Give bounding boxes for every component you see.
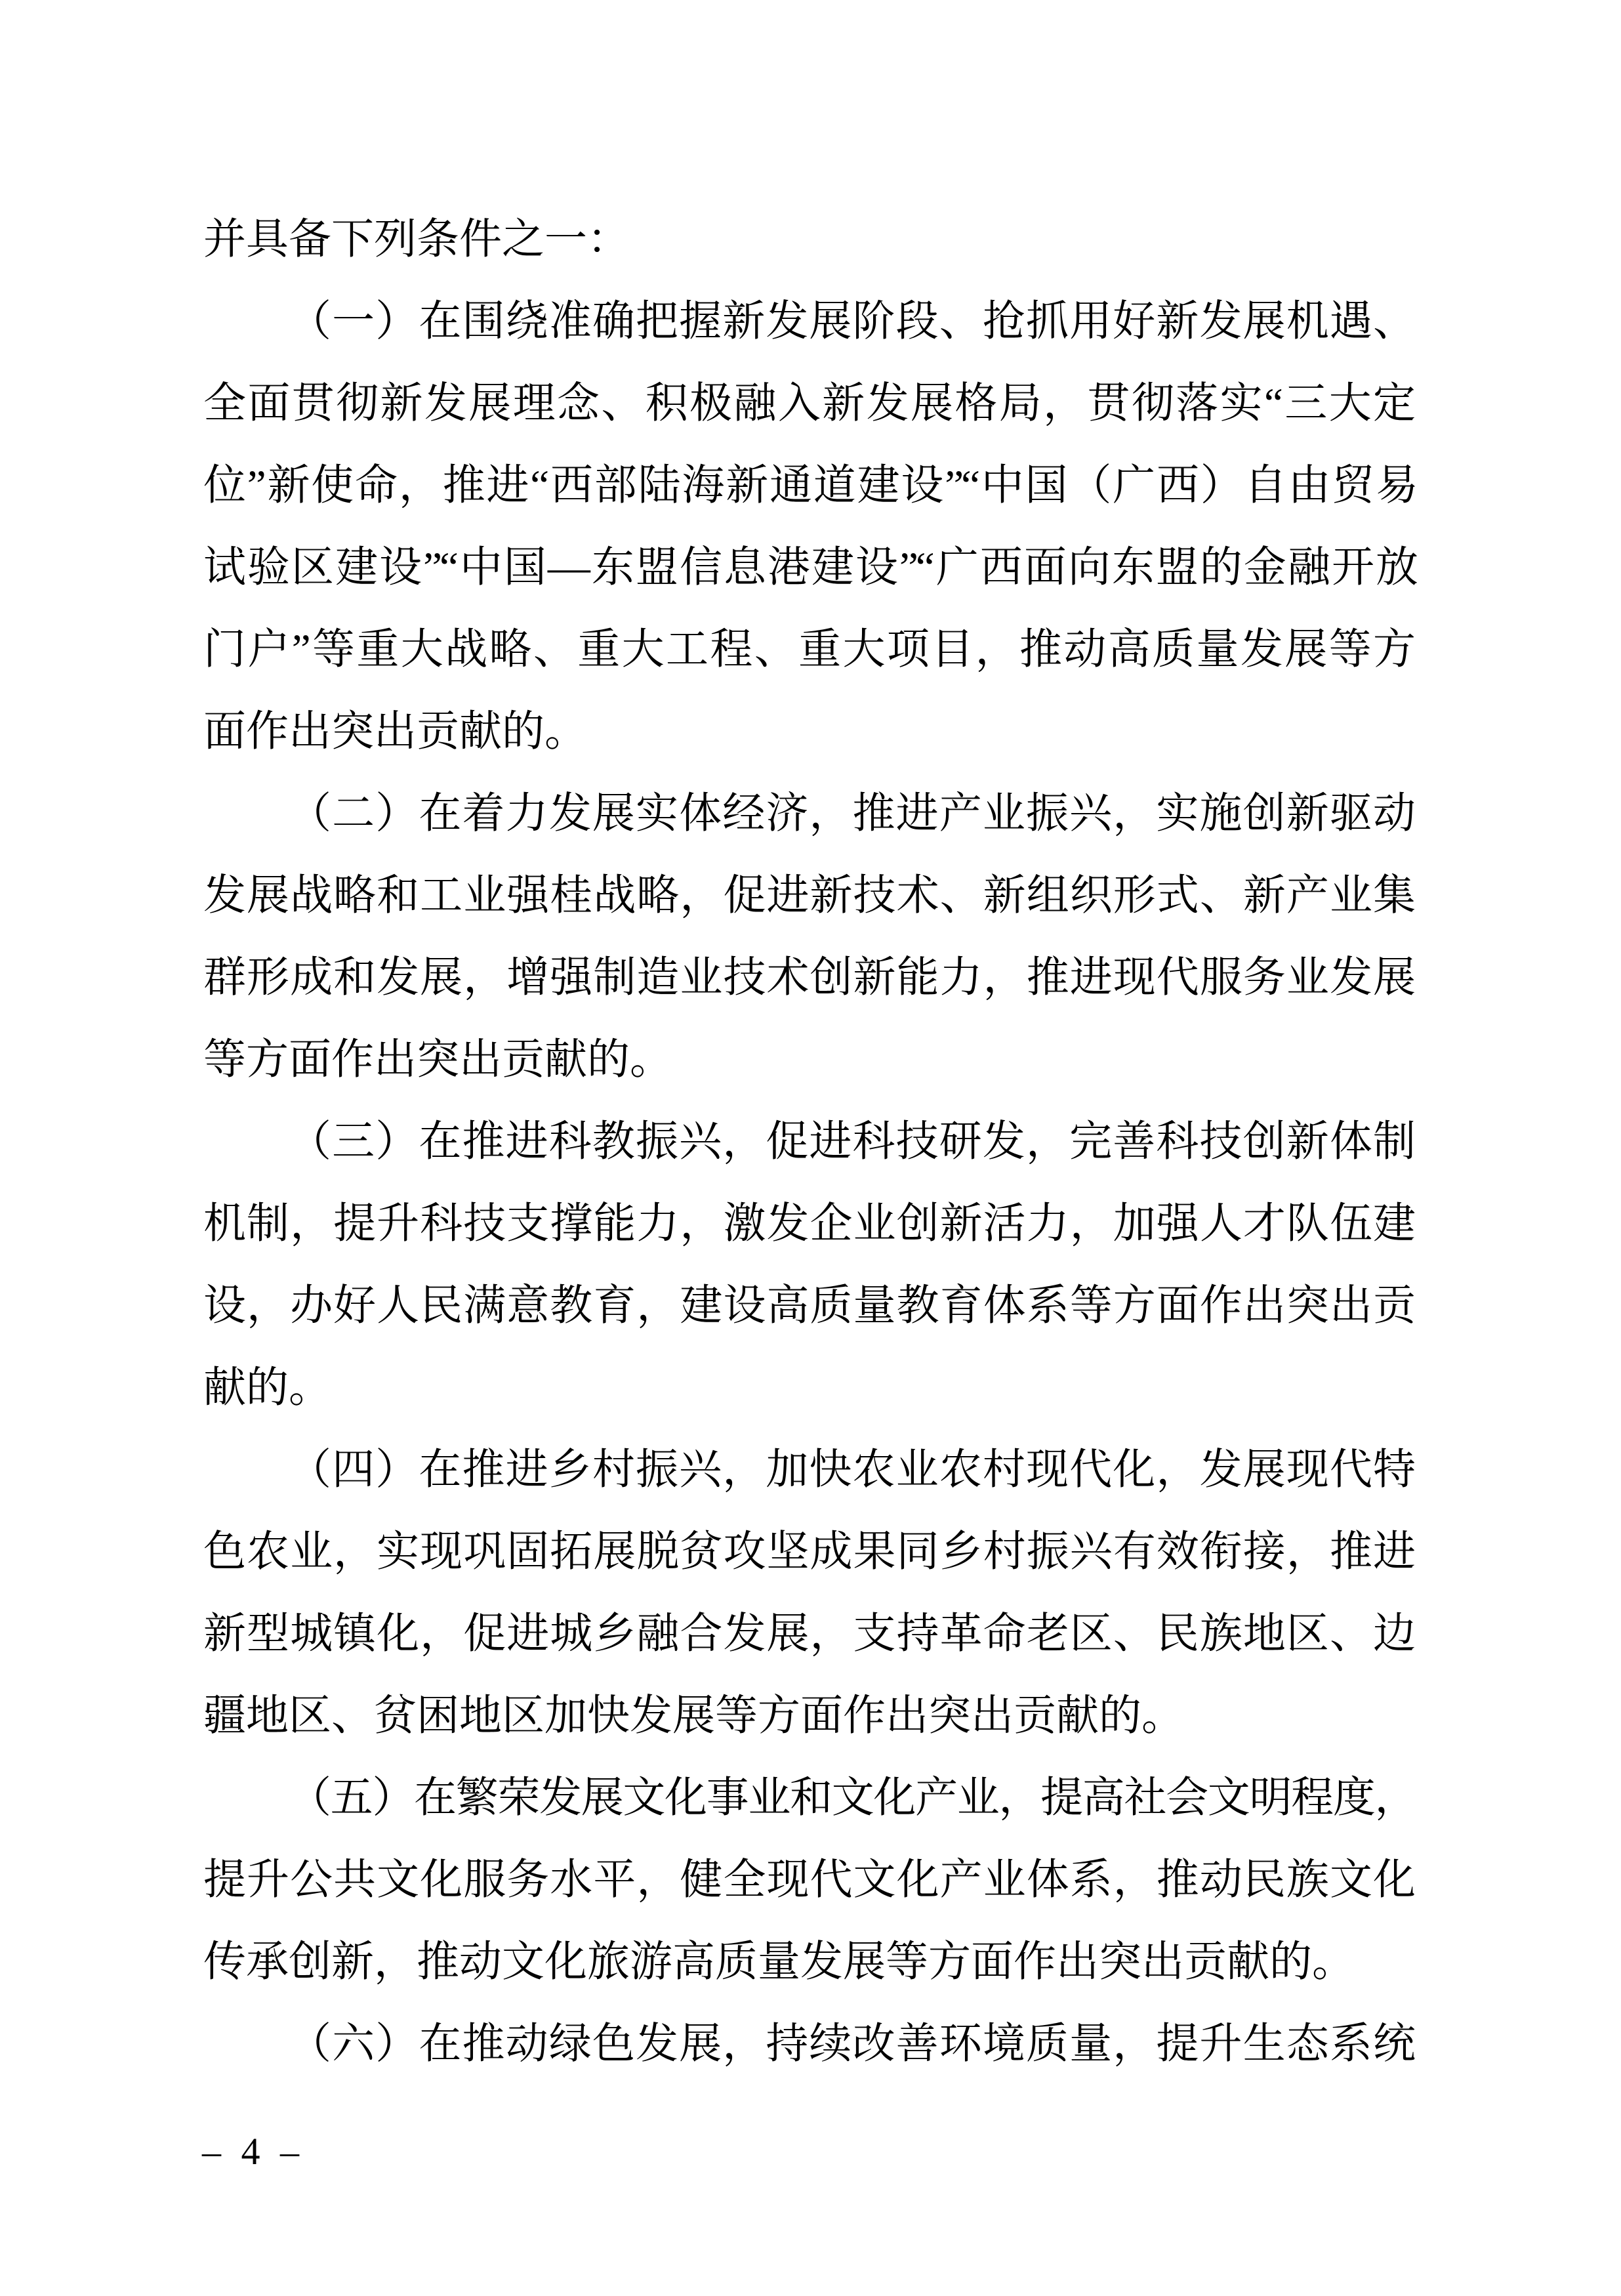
page-number: – 4 –	[202, 2130, 304, 2173]
body-line-16: （四）在推进乡村振兴，加快农业农村现代化，发展现代特	[289, 1446, 1416, 1493]
body-line-5: 试验区建设”“中国—东盟信息港建设”“广西面向东盟的金融开放	[203, 544, 1416, 591]
body-line-20: （五）在繁荣发展文化事业和文化产业，提高社会文明程度，	[289, 1774, 1416, 1822]
body-line-6: 门户”等重大战略、重大工程、重大项目，推动高质量发展等方	[203, 626, 1416, 673]
body-line-15: 献的。	[203, 1364, 332, 1411]
body-line-21: 提升公共文化服务水平，健全现代文化产业体系，推动民族文化	[203, 1856, 1416, 1904]
body-line-1: 并具备下列条件之一：	[203, 216, 630, 263]
body-line-18: 新型城镇化，促进城乡融合发展，支持革命老区、民族地区、边	[203, 1610, 1416, 1658]
body-line-17: 色农业，实现巩固拓展脱贫攻坚成果同乡村振兴有效衔接，推进	[203, 1528, 1416, 1576]
body-line-14: 设，办好人民满意教育，建设高质量教育体系等方面作出突出贡	[203, 1282, 1416, 1329]
body-line-13: 机制，提升科技支撑能力，激发企业创新活力，加强人才队伍建	[203, 1200, 1416, 1247]
body-line-9: 发展战略和工业强桂战略，促进新技术、新组织形式、新产业集	[203, 872, 1416, 919]
body-line-10: 群形成和发展，增强制造业技术创新能力，推进现代服务业发展	[203, 954, 1416, 1001]
body-line-2: （一）在围绕准确把握新发展阶段、抢抓用好新发展机遇、	[289, 298, 1416, 345]
body-line-4: 位”新使命，推进“西部陆海新通道建设”“中国（广西）自由贸易	[203, 462, 1416, 509]
body-line-7: 面作出突出贡献的。	[203, 708, 588, 755]
body-line-19: 疆地区、贫困地区加快发展等方面作出突出贡献的。	[203, 1692, 1185, 1740]
body-line-23: （六）在推动绿色发展，持续改善环境质量，提升生态系统	[289, 2020, 1416, 2068]
body-line-22: 传承创新，推动文化旅游高质量发展等方面作出突出贡献的。	[203, 1938, 1355, 1986]
body-line-8: （二）在着力发展实体经济，推进产业振兴，实施创新驱动	[289, 790, 1416, 837]
body-line-12: （三）在推进科教振兴，促进科技研发，完善科技创新体制	[289, 1118, 1416, 1165]
body-line-3: 全面贯彻新发展理念、积极融入新发展格局，贯彻落实“三大定	[203, 380, 1416, 427]
document-body	[203, 199, 1416, 2085]
body-line-11: 等方面作出突出贡献的。	[203, 1036, 673, 1083]
